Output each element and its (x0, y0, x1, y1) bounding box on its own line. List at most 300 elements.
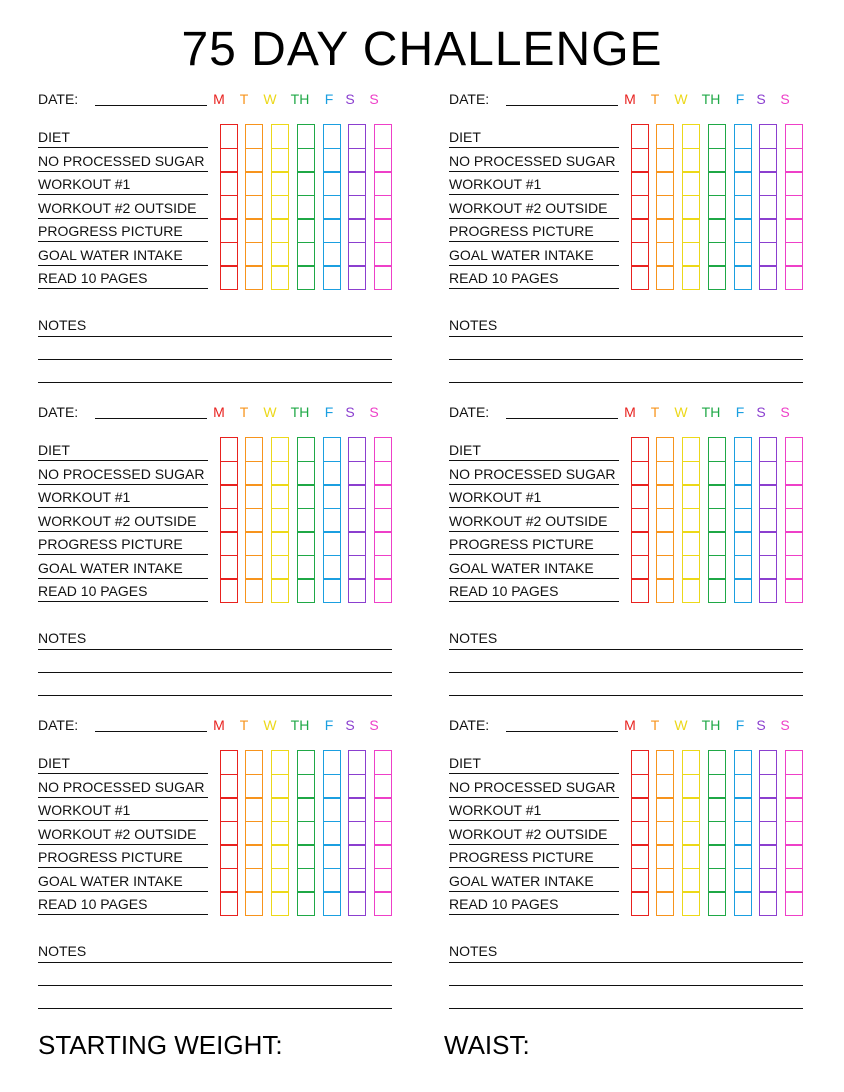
checkbox[interactable] (323, 265, 341, 290)
checkbox[interactable] (374, 195, 392, 220)
checkbox[interactable] (374, 821, 392, 846)
checkbox[interactable] (631, 461, 649, 486)
notes-line[interactable] (38, 382, 392, 383)
checkbox[interactable] (348, 461, 366, 486)
checkbox[interactable] (297, 508, 315, 533)
checkbox[interactable] (245, 171, 263, 196)
checkbox[interactable] (631, 774, 649, 799)
checkbox[interactable] (734, 437, 752, 462)
checkbox[interactable] (785, 437, 803, 462)
checkbox[interactable] (271, 750, 289, 775)
checkbox[interactable] (220, 531, 238, 556)
notes-line[interactable] (38, 359, 392, 360)
checkbox[interactable] (656, 821, 674, 846)
checkbox[interactable] (297, 797, 315, 822)
checkbox[interactable] (708, 821, 726, 846)
checkbox[interactable] (374, 171, 392, 196)
checkbox[interactable] (297, 868, 315, 893)
checkbox[interactable] (245, 124, 263, 149)
checkbox[interactable] (708, 437, 726, 462)
checkbox[interactable] (271, 195, 289, 220)
checkbox[interactable] (656, 891, 674, 916)
notes-line[interactable] (38, 985, 392, 986)
checkbox[interactable] (323, 508, 341, 533)
checkbox[interactable] (656, 265, 674, 290)
checkbox[interactable] (245, 891, 263, 916)
checkbox[interactable] (759, 437, 777, 462)
checkbox[interactable] (708, 242, 726, 267)
date-field[interactable] (506, 731, 618, 732)
checkbox[interactable] (785, 578, 803, 603)
checkbox[interactable] (348, 774, 366, 799)
checkbox[interactable] (323, 124, 341, 149)
checkbox[interactable] (271, 531, 289, 556)
notes-line[interactable] (38, 962, 392, 963)
checkbox[interactable] (759, 195, 777, 220)
checkbox[interactable] (323, 797, 341, 822)
checkbox[interactable] (245, 484, 263, 509)
checkbox[interactable] (785, 171, 803, 196)
checkbox[interactable] (759, 578, 777, 603)
checkbox[interactable] (734, 218, 752, 243)
checkbox[interactable] (323, 484, 341, 509)
checkbox[interactable] (348, 555, 366, 580)
checkbox[interactable] (682, 891, 700, 916)
checkbox[interactable] (631, 124, 649, 149)
checkbox[interactable] (734, 821, 752, 846)
checkbox[interactable] (785, 891, 803, 916)
checkbox[interactable] (631, 555, 649, 580)
checkbox[interactable] (245, 195, 263, 220)
checkbox[interactable] (220, 821, 238, 846)
checkbox[interactable] (374, 437, 392, 462)
checkbox[interactable] (271, 774, 289, 799)
checkbox[interactable] (323, 437, 341, 462)
checkbox[interactable] (374, 868, 392, 893)
checkbox[interactable] (348, 242, 366, 267)
checkbox[interactable] (374, 265, 392, 290)
checkbox[interactable] (708, 508, 726, 533)
checkbox[interactable] (323, 218, 341, 243)
checkbox[interactable] (631, 437, 649, 462)
checkbox[interactable] (348, 578, 366, 603)
checkbox[interactable] (348, 508, 366, 533)
checkbox[interactable] (734, 508, 752, 533)
checkbox[interactable] (348, 868, 366, 893)
checkbox[interactable] (656, 797, 674, 822)
checkbox[interactable] (759, 484, 777, 509)
checkbox[interactable] (708, 531, 726, 556)
date-field[interactable] (95, 105, 207, 106)
checkbox[interactable] (631, 578, 649, 603)
checkbox[interactable] (759, 555, 777, 580)
checkbox[interactable] (220, 750, 238, 775)
checkbox[interactable] (271, 124, 289, 149)
checkbox[interactable] (220, 242, 238, 267)
checkbox[interactable] (682, 578, 700, 603)
checkbox[interactable] (708, 844, 726, 869)
notes-line[interactable] (38, 695, 392, 696)
checkbox[interactable] (785, 461, 803, 486)
checkbox[interactable] (245, 531, 263, 556)
checkbox[interactable] (682, 265, 700, 290)
checkbox[interactable] (785, 868, 803, 893)
checkbox[interactable] (734, 171, 752, 196)
checkbox[interactable] (374, 508, 392, 533)
checkbox[interactable] (708, 148, 726, 173)
checkbox[interactable] (348, 148, 366, 173)
checkbox[interactable] (759, 242, 777, 267)
checkbox[interactable] (734, 531, 752, 556)
checkbox[interactable] (348, 484, 366, 509)
checkbox[interactable] (348, 124, 366, 149)
checkbox[interactable] (759, 461, 777, 486)
checkbox[interactable] (734, 484, 752, 509)
checkbox[interactable] (297, 242, 315, 267)
checkbox[interactable] (682, 171, 700, 196)
checkbox[interactable] (297, 124, 315, 149)
checkbox[interactable] (220, 891, 238, 916)
checkbox[interactable] (734, 891, 752, 916)
checkbox[interactable] (220, 195, 238, 220)
date-field[interactable] (506, 418, 618, 419)
checkbox[interactable] (323, 531, 341, 556)
checkbox[interactable] (323, 195, 341, 220)
checkbox[interactable] (220, 218, 238, 243)
checkbox[interactable] (759, 868, 777, 893)
date-field[interactable] (95, 418, 207, 419)
notes-line[interactable] (449, 359, 803, 360)
checkbox[interactable] (245, 821, 263, 846)
checkbox[interactable] (323, 578, 341, 603)
checkbox[interactable] (271, 555, 289, 580)
checkbox[interactable] (271, 148, 289, 173)
checkbox[interactable] (682, 844, 700, 869)
checkbox[interactable] (656, 508, 674, 533)
checkbox[interactable] (759, 218, 777, 243)
checkbox[interactable] (374, 242, 392, 267)
checkbox[interactable] (271, 265, 289, 290)
notes-line[interactable] (449, 649, 803, 650)
checkbox[interactable] (656, 844, 674, 869)
checkbox[interactable] (631, 148, 649, 173)
checkbox[interactable] (708, 171, 726, 196)
checkbox[interactable] (323, 821, 341, 846)
checkbox[interactable] (708, 461, 726, 486)
checkbox[interactable] (759, 265, 777, 290)
checkbox[interactable] (374, 844, 392, 869)
checkbox[interactable] (656, 555, 674, 580)
checkbox[interactable] (348, 844, 366, 869)
checkbox[interactable] (682, 508, 700, 533)
checkbox[interactable] (708, 868, 726, 893)
checkbox[interactable] (734, 844, 752, 869)
checkbox[interactable] (271, 242, 289, 267)
checkbox[interactable] (759, 821, 777, 846)
checkbox[interactable] (759, 750, 777, 775)
checkbox[interactable] (297, 891, 315, 916)
checkbox[interactable] (374, 891, 392, 916)
checkbox[interactable] (708, 774, 726, 799)
checkbox[interactable] (708, 218, 726, 243)
checkbox[interactable] (656, 171, 674, 196)
checkbox[interactable] (785, 797, 803, 822)
checkbox[interactable] (297, 265, 315, 290)
checkbox[interactable] (656, 868, 674, 893)
checkbox[interactable] (631, 844, 649, 869)
checkbox[interactable] (682, 461, 700, 486)
checkbox[interactable] (759, 171, 777, 196)
notes-line[interactable] (38, 649, 392, 650)
checkbox[interactable] (734, 148, 752, 173)
checkbox[interactable] (631, 821, 649, 846)
checkbox[interactable] (220, 484, 238, 509)
checkbox[interactable] (656, 578, 674, 603)
date-field[interactable] (506, 105, 618, 106)
checkbox[interactable] (734, 265, 752, 290)
checkbox[interactable] (759, 797, 777, 822)
checkbox[interactable] (631, 171, 649, 196)
checkbox[interactable] (220, 171, 238, 196)
checkbox[interactable] (348, 437, 366, 462)
checkbox[interactable] (220, 797, 238, 822)
checkbox[interactable] (245, 797, 263, 822)
checkbox[interactable] (785, 265, 803, 290)
checkbox[interactable] (374, 218, 392, 243)
checkbox[interactable] (271, 508, 289, 533)
checkbox[interactable] (348, 195, 366, 220)
checkbox[interactable] (656, 195, 674, 220)
checkbox[interactable] (708, 484, 726, 509)
checkbox[interactable] (374, 531, 392, 556)
checkbox[interactable] (785, 242, 803, 267)
notes-line[interactable] (449, 336, 803, 337)
checkbox[interactable] (271, 797, 289, 822)
checkbox[interactable] (734, 242, 752, 267)
checkbox[interactable] (245, 508, 263, 533)
checkbox[interactable] (759, 844, 777, 869)
checkbox[interactable] (374, 461, 392, 486)
checkbox[interactable] (656, 124, 674, 149)
checkbox[interactable] (220, 265, 238, 290)
checkbox[interactable] (297, 437, 315, 462)
checkbox[interactable] (656, 774, 674, 799)
checkbox[interactable] (271, 171, 289, 196)
checkbox[interactable] (348, 265, 366, 290)
checkbox[interactable] (348, 750, 366, 775)
checkbox[interactable] (631, 242, 649, 267)
checkbox[interactable] (297, 844, 315, 869)
checkbox[interactable] (271, 868, 289, 893)
checkbox[interactable] (374, 774, 392, 799)
checkbox[interactable] (656, 750, 674, 775)
checkbox[interactable] (682, 774, 700, 799)
checkbox[interactable] (245, 148, 263, 173)
checkbox[interactable] (759, 508, 777, 533)
checkbox[interactable] (631, 508, 649, 533)
checkbox[interactable] (682, 555, 700, 580)
checkbox[interactable] (323, 891, 341, 916)
notes-line[interactable] (449, 1008, 803, 1009)
notes-line[interactable] (449, 695, 803, 696)
checkbox[interactable] (734, 555, 752, 580)
checkbox[interactable] (682, 148, 700, 173)
checkbox[interactable] (708, 750, 726, 775)
checkbox[interactable] (785, 508, 803, 533)
checkbox[interactable] (708, 124, 726, 149)
checkbox[interactable] (656, 461, 674, 486)
checkbox[interactable] (245, 750, 263, 775)
checkbox[interactable] (631, 195, 649, 220)
checkbox[interactable] (734, 461, 752, 486)
checkbox[interactable] (759, 891, 777, 916)
checkbox[interactable] (220, 578, 238, 603)
checkbox[interactable] (682, 218, 700, 243)
checkbox[interactable] (297, 750, 315, 775)
checkbox[interactable] (785, 844, 803, 869)
checkbox[interactable] (682, 437, 700, 462)
checkbox[interactable] (220, 461, 238, 486)
checkbox[interactable] (323, 171, 341, 196)
checkbox[interactable] (708, 891, 726, 916)
checkbox[interactable] (708, 797, 726, 822)
checkbox[interactable] (271, 578, 289, 603)
checkbox[interactable] (297, 531, 315, 556)
checkbox[interactable] (220, 774, 238, 799)
checkbox[interactable] (297, 461, 315, 486)
checkbox[interactable] (220, 148, 238, 173)
checkbox[interactable] (297, 578, 315, 603)
checkbox[interactable] (734, 868, 752, 893)
checkbox[interactable] (374, 484, 392, 509)
checkbox[interactable] (348, 218, 366, 243)
checkbox[interactable] (682, 868, 700, 893)
checkbox[interactable] (245, 437, 263, 462)
checkbox[interactable] (785, 124, 803, 149)
checkbox[interactable] (245, 578, 263, 603)
checkbox[interactable] (682, 124, 700, 149)
checkbox[interactable] (271, 844, 289, 869)
checkbox[interactable] (682, 750, 700, 775)
checkbox[interactable] (374, 124, 392, 149)
checkbox[interactable] (785, 484, 803, 509)
checkbox[interactable] (245, 555, 263, 580)
notes-line[interactable] (38, 672, 392, 673)
checkbox[interactable] (734, 578, 752, 603)
checkbox[interactable] (297, 195, 315, 220)
checkbox[interactable] (245, 265, 263, 290)
checkbox[interactable] (759, 531, 777, 556)
checkbox[interactable] (708, 265, 726, 290)
checkbox[interactable] (323, 844, 341, 869)
checkbox[interactable] (656, 242, 674, 267)
checkbox[interactable] (245, 218, 263, 243)
checkbox[interactable] (245, 774, 263, 799)
checkbox[interactable] (374, 797, 392, 822)
checkbox[interactable] (245, 242, 263, 267)
checkbox[interactable] (656, 218, 674, 243)
checkbox[interactable] (348, 171, 366, 196)
checkbox[interactable] (245, 868, 263, 893)
checkbox[interactable] (323, 868, 341, 893)
checkbox[interactable] (631, 750, 649, 775)
checkbox[interactable] (785, 531, 803, 556)
checkbox[interactable] (245, 461, 263, 486)
checkbox[interactable] (734, 797, 752, 822)
checkbox[interactable] (759, 148, 777, 173)
checkbox[interactable] (220, 508, 238, 533)
checkbox[interactable] (220, 437, 238, 462)
checkbox[interactable] (348, 821, 366, 846)
checkbox[interactable] (631, 265, 649, 290)
checkbox[interactable] (656, 484, 674, 509)
checkbox[interactable] (631, 531, 649, 556)
checkbox[interactable] (785, 218, 803, 243)
checkbox[interactable] (785, 555, 803, 580)
checkbox[interactable] (271, 218, 289, 243)
checkbox[interactable] (374, 750, 392, 775)
checkbox[interactable] (245, 844, 263, 869)
checkbox[interactable] (271, 484, 289, 509)
checkbox[interactable] (708, 555, 726, 580)
checkbox[interactable] (374, 555, 392, 580)
checkbox[interactable] (656, 531, 674, 556)
checkbox[interactable] (374, 148, 392, 173)
notes-line[interactable] (449, 962, 803, 963)
checkbox[interactable] (323, 750, 341, 775)
checkbox[interactable] (734, 774, 752, 799)
checkbox[interactable] (297, 148, 315, 173)
checkbox[interactable] (785, 750, 803, 775)
date-field[interactable] (95, 731, 207, 732)
checkbox[interactable] (297, 484, 315, 509)
checkbox[interactable] (323, 555, 341, 580)
checkbox[interactable] (297, 218, 315, 243)
checkbox[interactable] (297, 555, 315, 580)
checkbox[interactable] (348, 797, 366, 822)
checkbox[interactable] (323, 148, 341, 173)
checkbox[interactable] (656, 437, 674, 462)
checkbox[interactable] (297, 821, 315, 846)
checkbox[interactable] (220, 868, 238, 893)
checkbox[interactable] (734, 750, 752, 775)
checkbox[interactable] (374, 578, 392, 603)
checkbox[interactable] (323, 461, 341, 486)
checkbox[interactable] (682, 484, 700, 509)
checkbox[interactable] (220, 555, 238, 580)
checkbox[interactable] (682, 531, 700, 556)
checkbox[interactable] (348, 891, 366, 916)
checkbox[interactable] (631, 797, 649, 822)
checkbox[interactable] (220, 124, 238, 149)
checkbox[interactable] (785, 821, 803, 846)
checkbox[interactable] (631, 484, 649, 509)
notes-line[interactable] (449, 382, 803, 383)
notes-line[interactable] (449, 672, 803, 673)
checkbox[interactable] (323, 242, 341, 267)
checkbox[interactable] (271, 891, 289, 916)
checkbox[interactable] (656, 148, 674, 173)
checkbox[interactable] (271, 437, 289, 462)
notes-line[interactable] (38, 336, 392, 337)
checkbox[interactable] (631, 218, 649, 243)
checkbox[interactable] (297, 171, 315, 196)
checkbox[interactable] (682, 242, 700, 267)
checkbox[interactable] (220, 844, 238, 869)
notes-line[interactable] (449, 985, 803, 986)
checkbox[interactable] (348, 531, 366, 556)
checkbox[interactable] (682, 797, 700, 822)
